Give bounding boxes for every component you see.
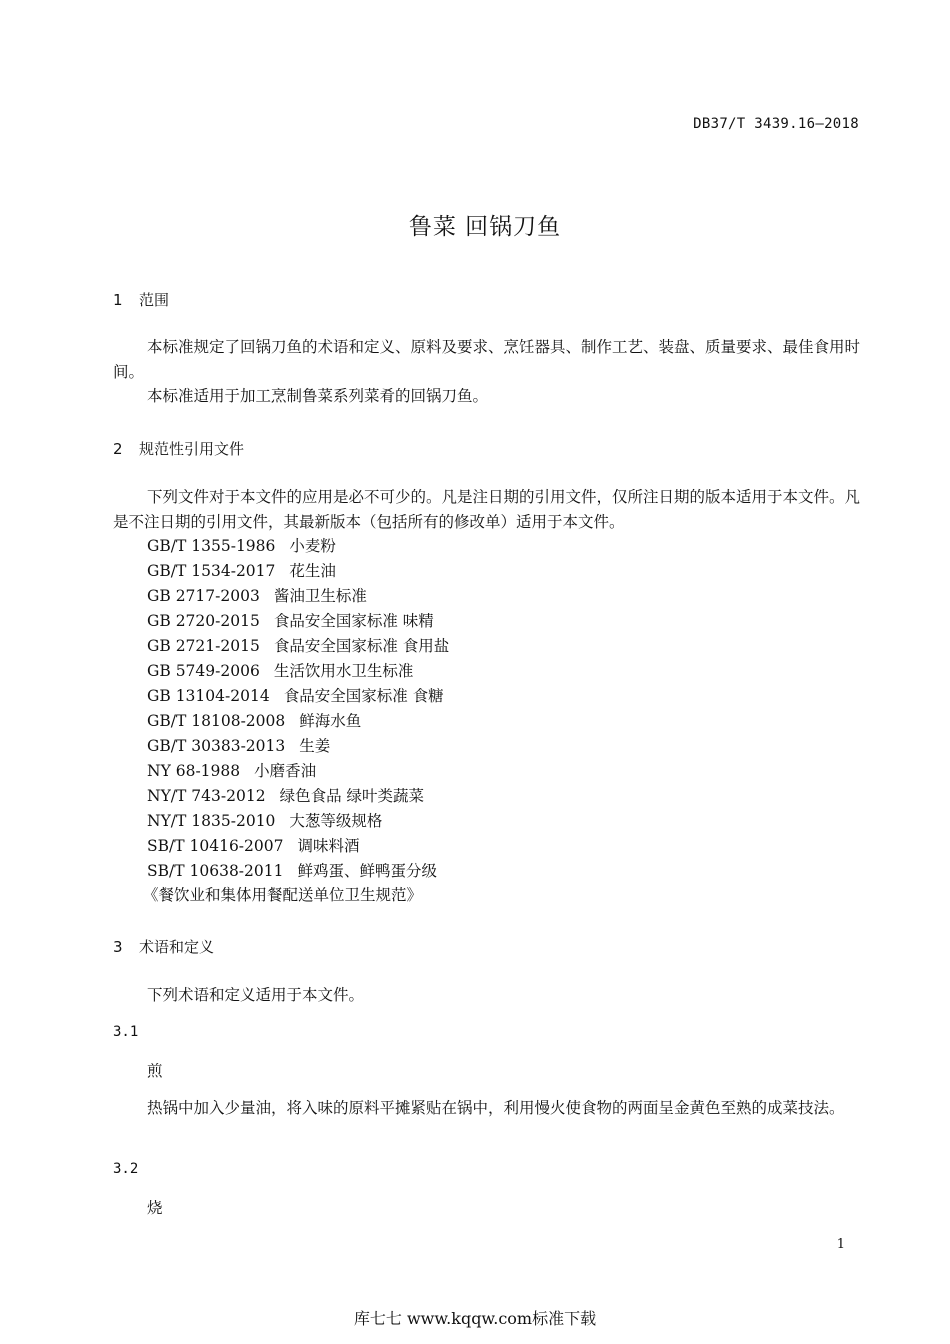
section-2-heading — [113, 438, 244, 459]
section-2-intro: 下列文件对于本文件的应用是必不可少的。凡是注日期的引用文件，仅所注日期的版本适用于本文件。凡是不注日期的引用文件，其最新版本（包括所有的修改单）适用于本文件。 — [113, 488, 861, 531]
reference-name: 大葱等级规格 — [289, 812, 383, 830]
reference-item — [147, 784, 424, 809]
reference-item — [147, 709, 361, 734]
reference-code: NY/T 743-2012 — [147, 787, 266, 805]
reference-code: GB 2721-2015 — [147, 637, 260, 655]
reference-name: 生活饮用水卫生标准 — [273, 662, 414, 680]
reference-item — [147, 609, 434, 634]
reference-code: NY/T 1835-2010 — [147, 812, 276, 830]
reference-name: 花生油 — [289, 562, 336, 580]
reference-item — [147, 634, 449, 659]
reference-name: 调味料酒 — [297, 837, 360, 855]
reference-code: GB/T 18108-2008 — [147, 712, 286, 730]
reference-item — [147, 684, 444, 709]
section-number: 3 — [113, 938, 123, 956]
reference-name: 食品安全国家标准 食糖 — [283, 687, 444, 705]
reference-name: 食品安全国家标准 食用盐 — [273, 637, 450, 655]
reference-name: 小麦粉 — [289, 537, 336, 555]
reference-item — [147, 759, 316, 784]
term-definition: 热锅中加入少量油，将入味的原料平摊紧贴在锅中，利用慢火使食物的两面呈金黄色至熟的成菜技法。 — [147, 1099, 845, 1117]
reference-item — [147, 559, 336, 584]
reference-item — [147, 534, 336, 559]
reference-code: GB 13104-2014 — [147, 687, 270, 705]
reference-name: 小磨香油 — [254, 762, 317, 780]
section-3-heading — [113, 936, 214, 957]
footer-watermark: 库七七 www.kqqw.com标准下载 — [353, 1309, 597, 1328]
section-1-heading — [113, 289, 169, 310]
reference-code: SB/T 10416-2007 — [147, 837, 284, 855]
section-3-intro: 下列术语和定义适用于本文件。 — [147, 986, 365, 1004]
section-1-paragraph: 本标准适用于加工烹制鲁菜系列菜肴的回锅刀鱼。 — [147, 387, 489, 405]
reference-item — [147, 659, 413, 684]
reference-code: GB 2720-2015 — [147, 612, 260, 630]
reference-item — [147, 809, 382, 834]
reference-code: GB 5749-2006 — [147, 662, 260, 680]
section-number: 1 — [113, 291, 123, 309]
page-number: 1 — [836, 1237, 845, 1252]
reference-code: GB/T 30383-2013 — [147, 737, 286, 755]
reference-item — [147, 584, 367, 609]
section-title: 范围 — [139, 291, 170, 309]
reference-code: GB/T 1355-1986 — [147, 537, 276, 555]
term-name: 煎 — [147, 1062, 163, 1080]
section-1-paragraph: 本标准规定了回锅刀鱼的术语和定义、原料及要求、烹饪器具、制作工艺、装盘、质量要求、最佳食用时间。 — [113, 338, 861, 381]
reference-code: GB 2717-2003 — [147, 587, 260, 605]
reference-code: NY 68-1988 — [147, 762, 241, 780]
reference-name: 鲜鸡蛋、鲜鸭蛋分级 — [297, 862, 438, 880]
section-title: 术语和定义 — [139, 938, 215, 956]
section-title: 规范性引用文件 — [139, 440, 245, 458]
term-name: 烧 — [147, 1199, 163, 1217]
reference-name: 酱油卫生标准 — [273, 587, 367, 605]
document-title: 鲁菜 回锅刀鱼 — [408, 214, 562, 240]
reference-name: 鲜海水鱼 — [299, 712, 362, 730]
reference-code: GB/T 1534-2017 — [147, 562, 276, 580]
reference-item: 《餐饮业和集体用餐配送单位卫生规范》 — [143, 886, 423, 904]
reference-code: SB/T 10638-2011 — [147, 862, 284, 880]
term-number: 3.1 — [113, 1024, 139, 1040]
reference-name: 食品安全国家标准 味精 — [273, 612, 434, 630]
reference-name: 生姜 — [299, 737, 331, 755]
reference-name: 绿色食品 绿叶类蔬菜 — [279, 787, 424, 805]
term-number: 3.2 — [113, 1161, 139, 1177]
reference-item — [147, 734, 330, 759]
reference-item — [147, 859, 437, 884]
reference-item — [147, 834, 360, 859]
section-number: 2 — [113, 440, 123, 458]
standard-code: DB37/T 3439.16—2018 — [693, 116, 859, 132]
